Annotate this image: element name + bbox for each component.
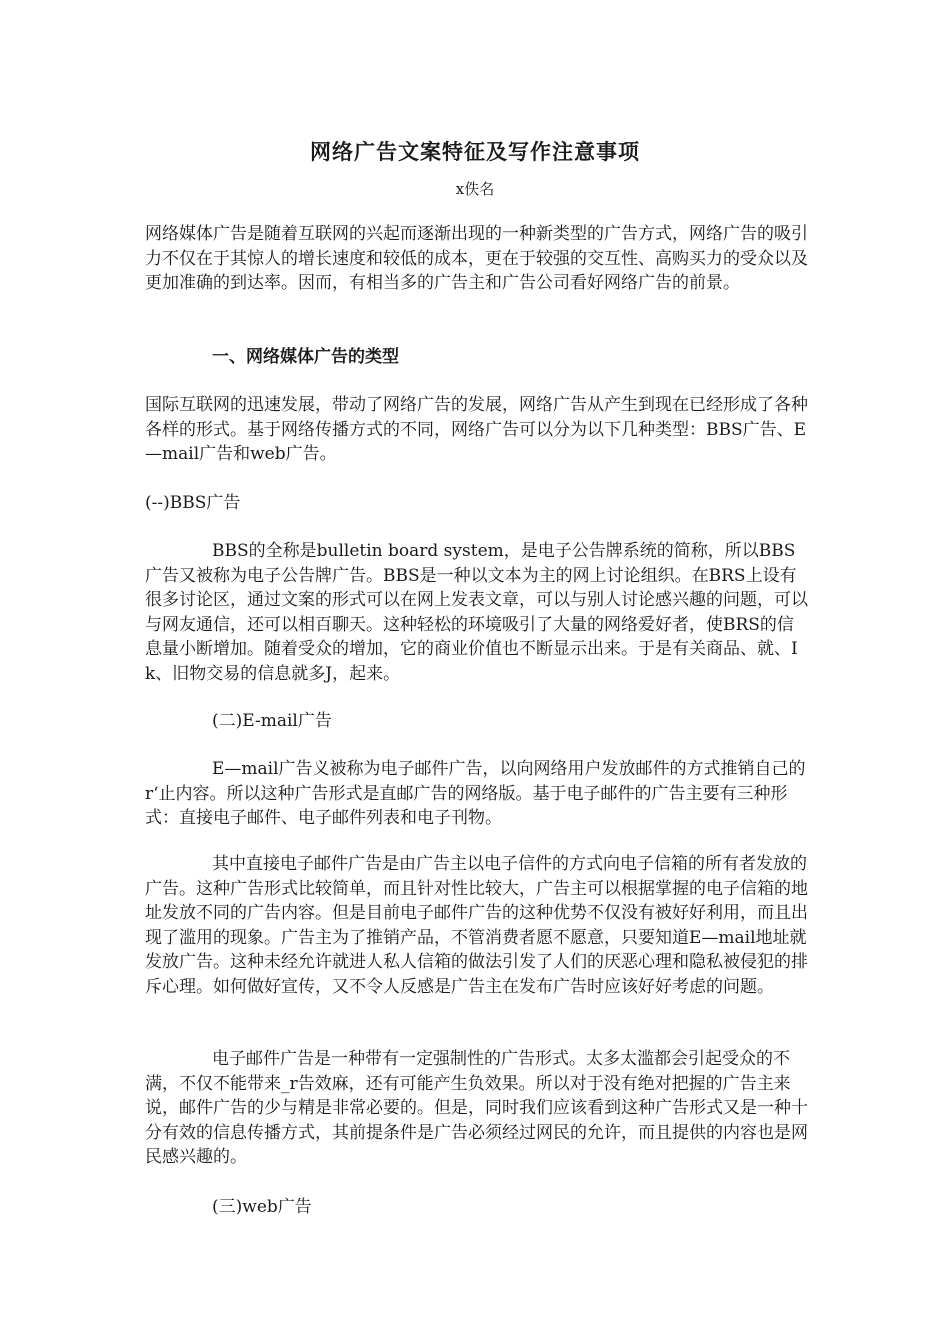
intro-paragraph: 网络媒体广告是随着互联网的兴起而逐渐出现的一种新类型的广告方式，网络广告的吸引力不仅在于其惊人的增长速度和较低的成本，更在于较强的交互性、高购买力的受众以及更加准确的到达率。因而，有相当多的广告主和广告公司看好网络广告的前景。 (145, 224, 808, 293)
sub2-paragraph-1: E—mail广告义被称为电子邮件广告，以向网络用户发放邮件的方式推销自己的r‘止内容。所以这种广告形式是直邮广告的网络版。基于电子邮件的广告主要有三种形式：直接电子邮件、电子邮件列表和电子刊物。 (145, 759, 806, 828)
document-title: 网络广告文案特征及写作注意事项 (310, 139, 640, 164)
sub3-heading: (三)web广告 (212, 1197, 312, 1217)
section1-paragraph: 国际互联网的迅速发展，带动了网络广告的发展，网络广告从产生到现在已经形成了各种各样的形式。基于网络传播方式的不同，网络广告可以分为以下几种类型：BBS广告、E—mail广告和web广告。 (145, 395, 808, 464)
sub2-paragraph-2: 其中直接电子邮件广告是由广告主以电子信件的方式向电子信箱的所有者发放的广告。这种广告形式比较简单，而且针对性比较大，广告主可以根据掌握的电子信箱的地址发放不同的广告内容。但是目前电子邮件广告的这种优势不仅没有被好好利用，而且出现了滥用的现象。广告主为了推销产品，不管消费者愿不愿意，只要知道E—mail地址就发放广告。这种未经允许就进人私人信箱的做法引发了人们的厌恶心理和隐私被侵犯的排斥心理。如何做好宣传，又不令人反感是广告主在发布广告时应该好好考虑的问题。 (145, 854, 808, 997)
section1-heading: 一、网络媒体广告的类型 (212, 347, 399, 367)
sub2-heading: (二)E-mail广告 (212, 711, 332, 731)
sub2-paragraph-3: 电子邮件广告是一种带有一定强制性的广告形式。太多太滥都会引起受众的不满，不仅不能带来_r告效麻，还有可能产生负效果。所以对于没有绝对把握的广告主来说，邮件广告的少与精是非常必要的。但是，同时我们应该看到这种广告形式又是一种十分有效的信息传播方式，其前提条件是广告必须经过网民的允许，而且提供的内容也是网民感兴趣的。 (145, 1049, 808, 1167)
document-author: x佚名 (455, 180, 495, 198)
sub1-heading: (--)BBS广告 (145, 493, 241, 513)
sub1-paragraph: BBS的全称是bulletin board system，是电子公告牌系统的简称，所以BBS广告又被称为电子公告牌广告。BBS是一种以文本为主的网上讨论组织。在BRS上设有很多讨论区，通过文案的形式可以在网上发表文章，可以与别人讨论感兴趣的问题，可以与网友通信，还可以相百聊天。这种轻松的环境吸引了大量的网络爱好者，使BRS的信息量小断增加。随着受众的增加，它的商业价值也不断显示出来。于是有关商品、就、Ik、旧物交易的信息就多J，起来。 (145, 541, 808, 684)
